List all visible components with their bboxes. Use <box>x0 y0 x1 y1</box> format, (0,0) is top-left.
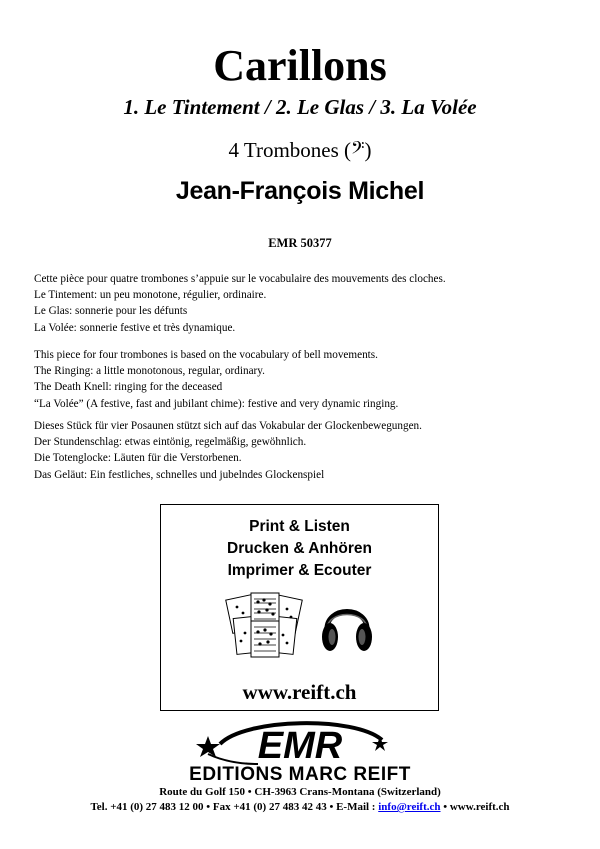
description-line: Le Glas: sonnerie pour les défunts <box>34 305 188 318</box>
promo-line-english: Print & Listen <box>249 518 350 535</box>
movements-subtitle: 1. Le Tintement / 2. Le Glas / 3. La Volée <box>123 95 477 119</box>
sheet-music-icon <box>225 589 305 661</box>
description-english <box>34 347 574 412</box>
description-line: This piece for four trombones is based on the vocabulary of bell movements. <box>34 349 378 361</box>
page-title: Carillons <box>213 41 387 90</box>
description-line: The Death Knell: ringing for the deceased <box>34 381 223 394</box>
description-line: Das Geläut: Ein festliches, schnelles und jubelndes Glockenspiel <box>34 468 325 481</box>
contact-phone-fax: Tel. +41 (0) 27 483 12 00 • Fax +41 (0) 27 483 42 43 • E-Mail : <box>90 801 379 813</box>
instrumentation: 4 Trombones (𝄢) <box>228 138 372 162</box>
description-line: Cette pièce pour quatre trombones s’appuie sur le vocabulaire des mouvements des cloches. <box>34 273 446 285</box>
publisher-contact <box>0 800 600 814</box>
description-line: Le Tintement: un peu monotone, régulier, ordinaire. <box>34 289 267 302</box>
composer-name: Jean-François Michel <box>175 177 425 205</box>
emr-logo <box>150 714 450 784</box>
description-line: “La Volée” (A festive, fast and jubilant chime): festive and very dynamic ringing. <box>34 397 399 410</box>
promo-website-link[interactable]: www.reift.ch <box>242 680 357 704</box>
promo-line-french: Imprimer & Ecouter <box>227 562 372 579</box>
description-line: Dieses Stück für vier Posaunen stützt sich auf das Vokabular der Glockenbewegungen. <box>34 420 422 432</box>
promo-line-german: Drucken & Anhören <box>227 540 372 557</box>
emr-logo-wordmark: EDITIONS MARC REIFT <box>189 764 411 784</box>
contact-website[interactable]: • www.reift.ch <box>440 801 510 813</box>
email-link[interactable]: info@reift.ch <box>378 801 441 813</box>
description-german <box>34 418 574 483</box>
print-listen-box <box>160 504 439 711</box>
description-line: Die Totenglocke: Läuten für die Verstorbenen. <box>34 452 242 465</box>
headphones-icon <box>319 593 375 655</box>
description-line: The Ringing: a little monotonous, regular, ordinary. <box>34 365 265 378</box>
description-french <box>34 271 574 336</box>
edition-number: EMR 50377 <box>268 236 332 250</box>
emr-logo-mark: EMR <box>257 725 343 767</box>
publisher-address: Route du Golf 150 • CH-3963 Crans-Montana (Switzerland) <box>159 786 441 798</box>
description-line: Der Stundenschlag: etwas eintönig, regelmäßig, gewöhnlich. <box>34 436 307 449</box>
description-line: La Volée: sonnerie festive et très dynamique. <box>34 321 236 334</box>
